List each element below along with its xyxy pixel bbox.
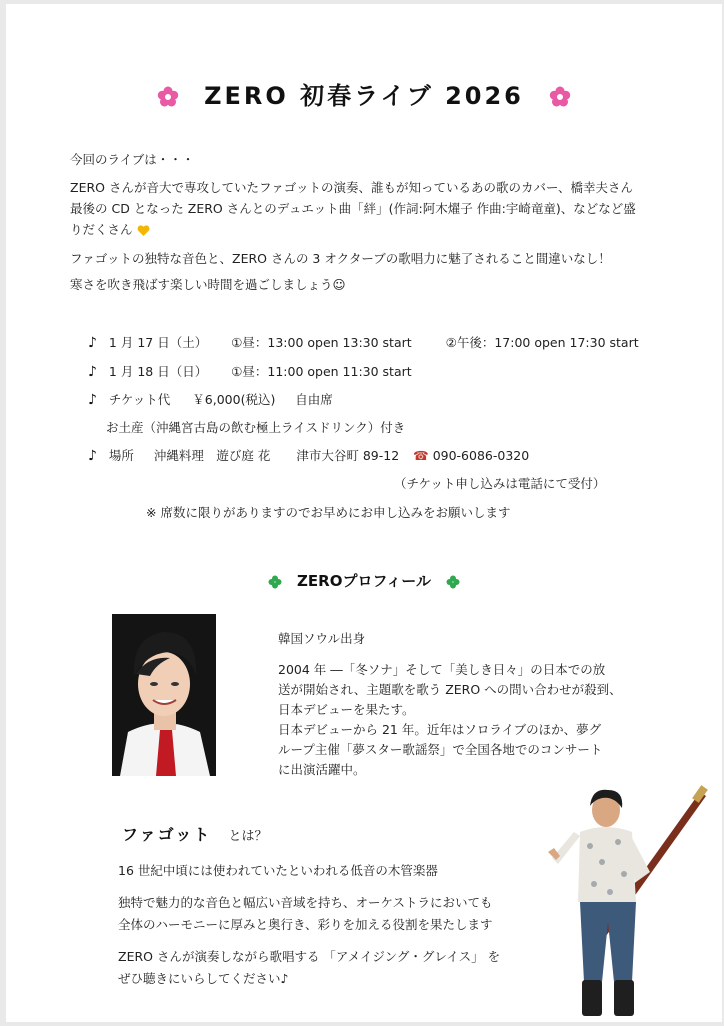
music-note-icon: ♪ <box>88 448 97 464</box>
flower-icon <box>157 86 179 108</box>
profile-photo <box>112 614 216 776</box>
fagotto-text-line: 全体のハーモニーに厚みと奥行き、彩りを加える役割を果たします <box>118 917 493 932</box>
intro-text-line: ファゴットの独特な音色と、ZERO さんの 3 オクターブの歌唱力に魅了されること間違いなし！ <box>70 251 611 266</box>
ticket-price: ￥6,000(税込) <box>192 392 276 407</box>
phone-note: （チケット申し込みは電話にて受付） <box>394 476 606 491</box>
flower-icon <box>549 86 571 108</box>
ticket-seat: 自由席 <box>295 392 333 407</box>
intro-text-line: 最後の CD となった ZERO さんとのデュエット曲「絆」(作詞:阿木燿子 作曲:宇崎竜童)、などなど盛 <box>70 201 636 216</box>
flyer-title: ZERO 初春ライブ 2026 <box>204 82 524 110</box>
schedule-row-day2 <box>88 363 412 381</box>
intro-heading: 今回のライブは・・・ <box>70 152 195 167</box>
fagotto-text-line: ZERO さんが演奏しながら歌唱する 「アメイジング・グレイス」 を <box>118 949 501 964</box>
date-label: 1 月 18 日（日） <box>108 364 208 379</box>
phone-number[interactable]: 090-6086-0320 <box>432 448 530 463</box>
fagotto-text-line: 独特で魅力的な音色と幅広い音域を持ち、オーケストラにおいても <box>118 895 493 910</box>
fagotto-heading-suffix: とは？ <box>228 829 268 844</box>
ticket-row <box>88 391 333 409</box>
profile-origin: 韓国ソウル出身 <box>278 631 366 646</box>
flyer-page <box>6 4 722 1022</box>
notice-text: ※ 席数に限りがありますのでお早めにお申し込みをお願いします <box>146 505 511 520</box>
profile-text-line: 2004 年 ―「冬ソナ」そして「美しき日々」の日本での放 <box>278 662 606 677</box>
fagotto-text-line: ぜひ聴きにいらしてください♪ <box>118 971 289 986</box>
venue-row <box>88 447 529 465</box>
music-note-icon: ♪ <box>88 364 97 380</box>
phone-icon: ☎ <box>413 448 429 463</box>
clover-icon <box>268 575 282 589</box>
souvenir-text: お土産（沖縄宮古島の飲む極上ライスドリンク）付き <box>106 420 406 435</box>
intro-text-line: ZERO さんが音大で専攻していたファゴットの演奏、誰もが知っているあの歌のカバー、橋幸夫さん <box>70 180 633 195</box>
profile-heading-row <box>6 570 722 591</box>
profile-text-line: に出演活躍中。 <box>278 762 366 777</box>
show-time: ②午後：17:00 open 17:30 start <box>445 335 639 350</box>
venue-label: 場所 <box>108 448 134 463</box>
fagotto-text-line: 16 世紀中頃には使われていたといわれる低音の木管楽器 <box>118 863 438 878</box>
fagotto-heading-row <box>122 822 267 845</box>
clover-icon <box>446 575 460 589</box>
music-note-icon: ♪ <box>88 392 97 408</box>
music-note-icon: ♪ <box>88 335 97 351</box>
show-time: ①昼：13:00 open 13:30 start <box>231 335 412 350</box>
profile-heading: ZEROプロフィール <box>297 572 431 590</box>
profile-text-line: 日本デビューを果たす。 <box>278 702 415 717</box>
schedule-row-day1 <box>88 334 639 352</box>
show-time: ①昼：11:00 open 11:30 start <box>231 364 412 379</box>
venue-name: 沖縄料理 遊び庭 花 <box>153 448 271 463</box>
intro-text-line: 寒さを吹き飛ばす楽しい時間を過ごしましょう☺ <box>70 277 346 292</box>
flyer-title-row <box>6 76 722 111</box>
profile-text-line: 日本デビューから 21 年。近年はソロライブのほか、夢グ <box>278 722 602 737</box>
profile-text-line: ループ主催「夢スター歌謡祭」で全国各地でのコンサート <box>278 742 603 757</box>
heart-icon <box>137 225 150 237</box>
date-label: 1 月 17 日（土） <box>108 335 208 350</box>
profile-text-line: 送が開始され、主題歌を歌う ZERO への問い合わせが殺到、 <box>278 682 622 697</box>
performer-photo <box>540 782 710 1022</box>
ticket-label: チケット代 <box>108 392 171 407</box>
venue-address: 津市大谷町 89-12 <box>296 448 400 463</box>
intro-text-line: りだくさん <box>70 221 150 239</box>
fagotto-heading: ファゴット <box>122 825 212 844</box>
